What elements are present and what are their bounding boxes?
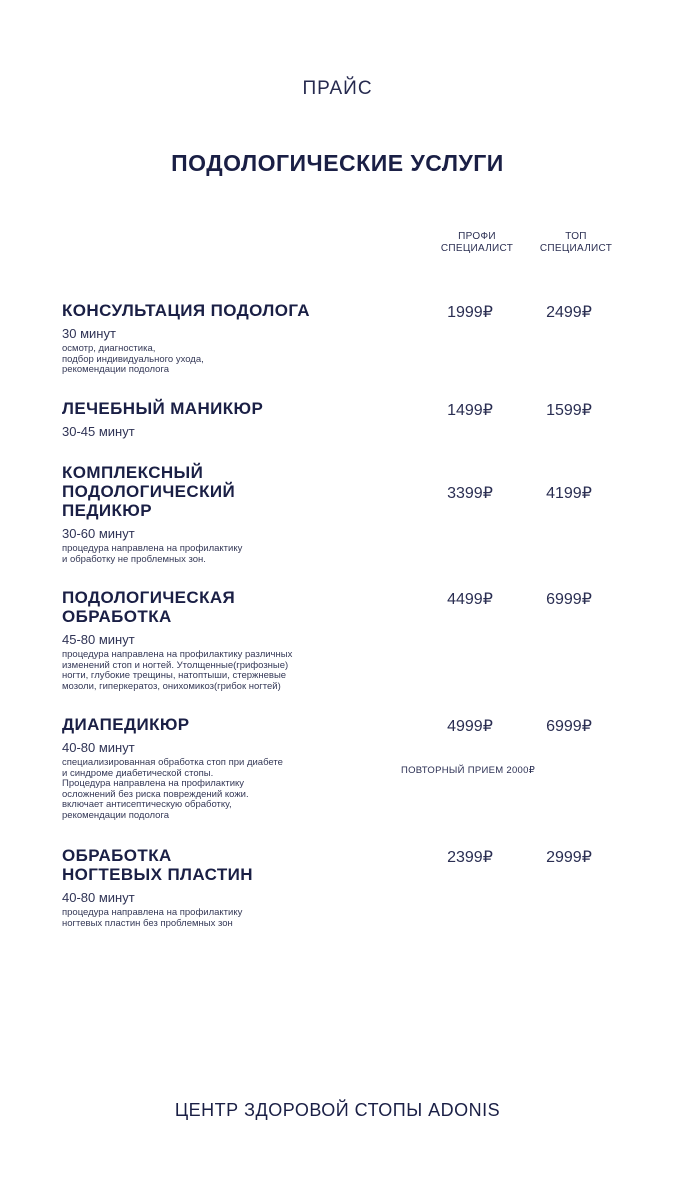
service-name-line: ПЕДИКЮР: [62, 501, 152, 520]
service-name-line: ОБРАБОТКА: [62, 607, 172, 626]
service-name: [62, 715, 352, 734]
service-description-line: осложнений без риска повреждений кожи.: [62, 788, 249, 800]
price-profi: 3399₽: [447, 485, 493, 502]
price-profi: 4499₽: [447, 591, 493, 608]
column-header-line: ПРОФИ: [458, 231, 496, 242]
service-name: [62, 588, 352, 626]
service-name-line: ЛЕЧЕБНЫЙ МАНИКЮР: [62, 399, 264, 418]
column-header-top: [521, 231, 631, 255]
price-profi: 2399₽: [447, 849, 493, 866]
service-description-line: ногти, глубокие трещины, натоптыши, стержневые: [62, 670, 287, 682]
price-profi: 1999₽: [447, 304, 493, 321]
service-description-line: и синдроме диабетической стопы.: [62, 767, 214, 779]
service-name-line: ОБРАБОТКА: [62, 846, 172, 865]
price-profi: 1499₽: [447, 402, 493, 419]
service-duration: 40-80 минут: [62, 740, 135, 755]
service-description-line: процедура направлена на профилактику различных: [62, 649, 293, 660]
service-description-line: мозоли, гиперкератоз, онихомикоз(грибок ногтей): [62, 680, 281, 692]
service-description-line: рекомендации подолога: [62, 809, 170, 821]
column-header-line: ТОП: [565, 231, 587, 242]
service-description-line: специализированная обработка стоп при диабете: [62, 757, 283, 768]
page-title: ПОДОЛОГИЧЕСКИЕ УСЛУГИ: [171, 150, 504, 176]
service-name-line: ПОДОЛОГИЧЕСКИЙ: [62, 482, 236, 501]
service-description-line: подбор индивидуального ухода,: [62, 353, 204, 365]
service-description-line: Процедура направлена на профилактику: [62, 778, 245, 790]
service-item: [62, 715, 662, 822]
price-top: 2499₽: [546, 304, 592, 321]
service-duration: 45-80 минут: [62, 632, 135, 647]
service-name: [62, 463, 352, 520]
service-description: [62, 544, 332, 565]
price-profi: 4999₽: [447, 718, 493, 735]
service-description-line: процедура направлена на профилактику: [62, 907, 243, 918]
footer-brand: ЦЕНТР ЗДОРОВОЙ СТОПЫ ADONIS: [174, 1100, 501, 1120]
service-name: [62, 399, 352, 418]
column-header-profi: [422, 231, 532, 255]
column-header-line: СПЕЦИАЛИСТ: [539, 243, 613, 254]
service-duration: 30-45 минут: [62, 424, 135, 439]
service-item: [62, 463, 662, 565]
service-duration: 40-80 минут: [62, 890, 135, 905]
service-duration: 30 минут: [62, 326, 116, 341]
service-description: [62, 650, 352, 692]
service-name-line: НОГТЕВЫХ ПЛАСТИН: [62, 865, 253, 884]
service-description-line: изменений стоп и ногтей. Утолщенные(грифозные): [62, 659, 289, 671]
service-description-line: ногтевых пластин без проблемных зон: [62, 917, 233, 929]
service-item: [62, 588, 662, 692]
service-name-line: ПОДОЛОГИЧЕСКАЯ: [62, 588, 236, 607]
page-label: ПРАЙС: [302, 78, 373, 99]
service-description: [62, 758, 332, 822]
service-item: [62, 399, 662, 440]
service-description-line: включает антисептическую обработку,: [62, 799, 232, 811]
column-header-line: СПЕЦИАЛИСТ: [440, 243, 514, 254]
service-description-line: осмотр, диагностика,: [62, 343, 156, 354]
price-top: 4199₽: [546, 485, 592, 502]
service-duration: 30-60 минут: [62, 526, 135, 541]
service-name: [62, 301, 352, 320]
service-item: [62, 301, 662, 376]
service-description-line: процедура направлена на профилактику: [62, 543, 243, 554]
service-name-line: ДИАПЕДИКЮР: [62, 715, 190, 734]
service-name-line: КОМПЛЕКСНЫЙ: [62, 463, 204, 482]
service-name: [62, 846, 352, 884]
price-top: 6999₽: [546, 718, 592, 735]
service-description: [62, 344, 332, 376]
repeat-visit-note: ПОВТОРНЫЙ ПРИЕМ 2000₽: [400, 765, 536, 776]
price-top: 6999₽: [546, 591, 592, 608]
price-top: 2999₽: [546, 849, 592, 866]
service-name-line: КОНСУЛЬТАЦИЯ ПОДОЛОГА: [62, 301, 310, 320]
price-top: 1599₽: [546, 402, 592, 419]
service-description: [62, 908, 332, 929]
service-item: [62, 846, 662, 929]
service-description-line: и обработку не проблемных зон.: [62, 553, 206, 565]
service-description-line: рекомендации подолога: [62, 364, 170, 376]
